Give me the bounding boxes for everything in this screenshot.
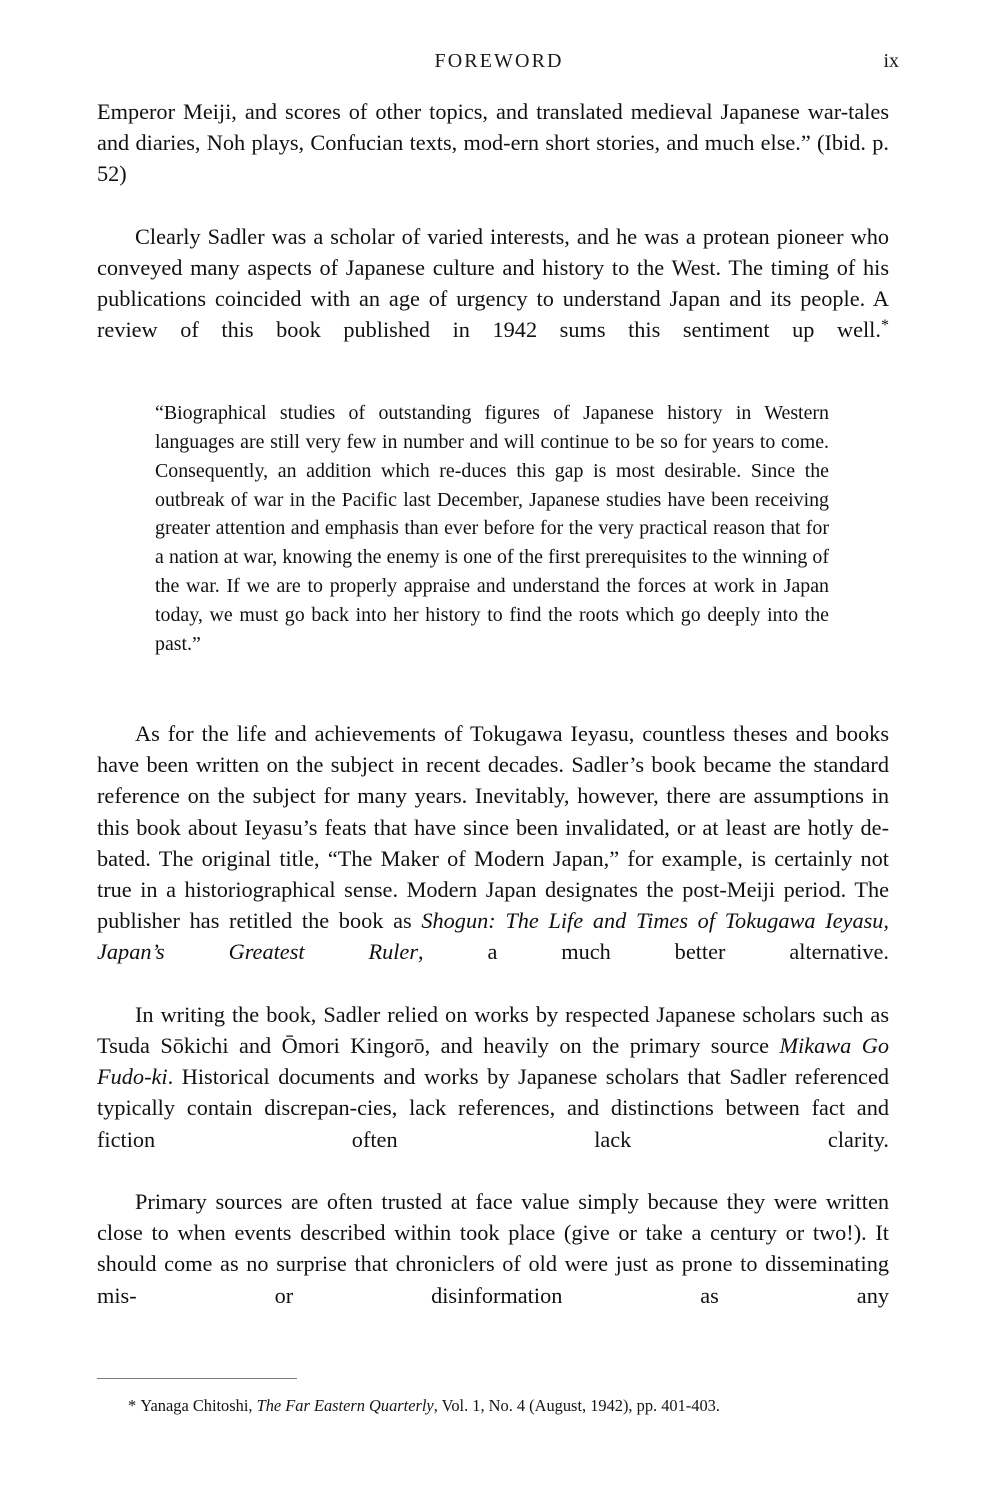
paragraph-in-writing [97,999,889,1186]
paragraph-continued: Emperor Meiji, and scores of other topics, and translated medieval Japanese war-tales and diaries, Noh plays, Confucian texts, mod-ern short stories, and much else.” (Ibid. p. 52) [97,99,889,187]
running-head [97,46,899,76]
footnote-reference-marker[interactable]: * [880,317,889,335]
paragraph-as-for-the-life-part2: , a much better alternative. [418,939,889,965]
footnote-journal-title: The Far Eastern Quarterly [256,1396,434,1415]
paragraph-clearly-sadler [97,221,889,377]
footnote-entry [97,1395,889,1417]
source-title-mikawa-go-fudo-ki: Mikawa Go Fudo-ki [97,1032,889,1090]
paragraph-clearly-sadler-text: Clearly Sadler was a scholar of varied interests, and he was a protean pioneer who conveyed many aspects of Japanese culture and history to the West. The timing of his publications coincided with an age of urgency to understand Japan and its people. A review of this book published in 1942 sums this sentiment up well. [97,223,889,343]
page-number: ix [883,50,899,72]
footnote-marker: * [128,1396,137,1415]
footnote-separator-rule [97,1378,297,1379]
block-quotation [155,399,829,688]
paragraph-as-for-the-life-part1: As for the life and achievements of Tokugawa Ieyasu, countless theses and books have been written on the subject in recent decades. Sadler’s book became the standard reference on the subject for many years. Inevitably, however, there are assumptions in this book about Ieyasu’s feats that have since been invalidated, or at least are hotly de-bated. The original title, “The Maker of Modern Japan,” for example, is certainly not true in a historiographical sense. Modern Japan designates the post-Meiji period. The publisher has retitled the book as [97,720,889,934]
footnote-author: Yanaga Chitoshi, [140,1396,253,1415]
paragraph-in-writing-part2: . Historical documents and works by Japanese scholars that Sadler referenced typically contain discrepan-cies, lack references, and distinctions between fact and fiction often lack clarity. [97,1064,889,1152]
paragraph-as-for-the-life [97,718,889,999]
text-block [97,96,889,1342]
footnote-area [97,1378,889,1417]
spacer-after-quotation [97,688,889,718]
footnote-citation-rest: , Vol. 1, No. 4 (August, 1942), pp. 401-403. [433,1396,720,1415]
paragraph-in-writing-part1: In writing the book, Sadler relied on works by respected Japanese scholars such as Tsuda Sōkichi and Ōmori Kingorō, and heavily on the primary source [97,1001,889,1058]
block-quotation-text: “Biographical studies of outstanding figures of Japanese history in Western languages are still very few in number and will continue to be so for years to come. Consequently, an addition which re-duces this gap is most desirable. Since the outbreak of war in the Pacific last December, Japanese studies have been receiving greater attention and emphasis than ever before for the very practical reason that for a nation at war, knowing the enemy is one of the first prerequisites to the winning of the war. If we are to properly appraise and understand the forces at work in Japan today, we must go back into her history to find the roots which go deeply into the past.” [155,401,829,656]
running-head-title: FOREWORD [434,50,564,72]
book-title-shogun: Shogun: The Life and Times of Tokugawa Ieyasu, Japan’s Greatest Ruler [97,908,890,965]
paragraph-primary-sources: Primary sources are often trusted at face value simply because they were written close to when events described within took place (give or take a century or two!). It should come as no surprise that chroniclers of old were just as prone to disseminating mis- or disinformation as any [97,1188,889,1308]
